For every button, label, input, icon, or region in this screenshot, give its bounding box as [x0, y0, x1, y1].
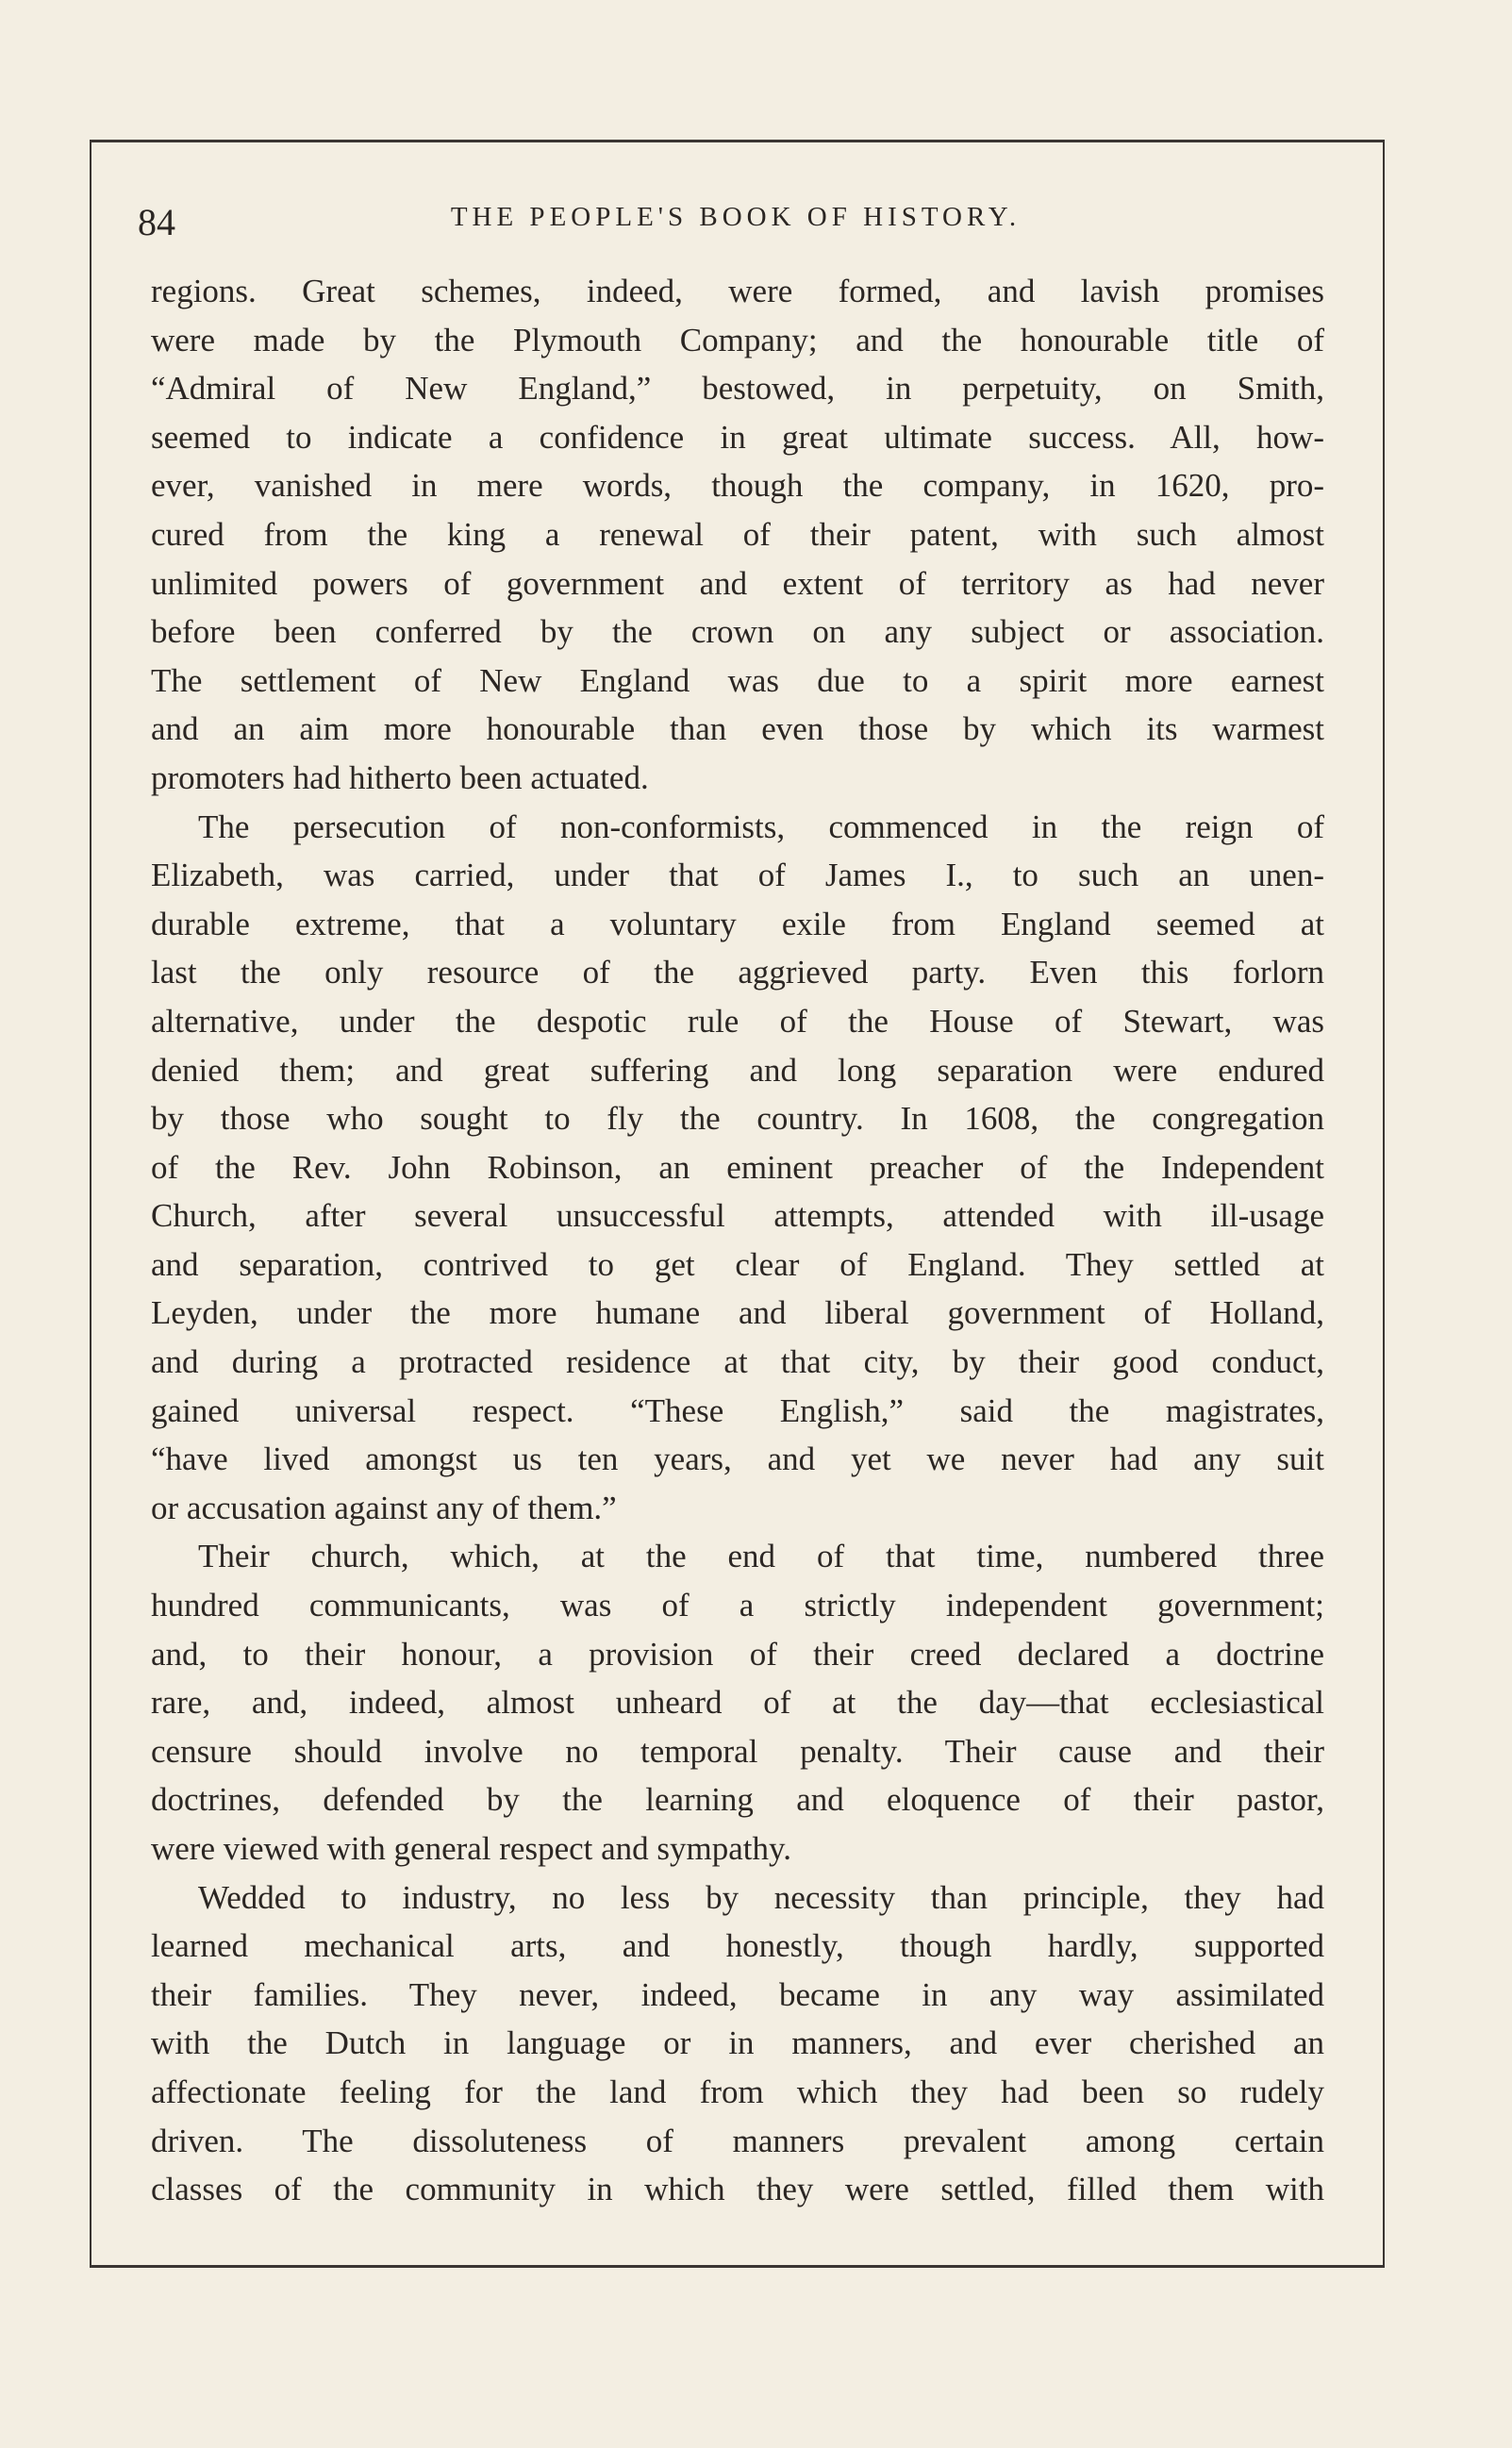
text-line: ever, vanished in mere words, though the company, in 1620, pro- — [151, 467, 1324, 505]
text-line: Elizabeth, was carried, under that of James I., to such an unen- — [151, 857, 1324, 894]
paragraph — [151, 803, 1324, 1533]
paragraph — [151, 1532, 1324, 1873]
text-line: “have lived amongst us ten years, and yet we never had any suit — [151, 1440, 1324, 1478]
text-line: and, to their honour, a provision of their creed declared a doctrine — [151, 1635, 1324, 1673]
text-line: regions. Great schemes, indeed, were formed, and lavish promises — [151, 273, 1324, 309]
text-line: cured from the king a renewal of their patent, with such almost — [151, 515, 1324, 553]
text-line: and separation, contrived to get clear of England. They settled at — [151, 1245, 1324, 1283]
running-header: THE PEOPLE'S BOOK OF HISTORY. — [450, 202, 1022, 232]
text-line: doctrines, defended by the learning and eloquence of their pastor, — [151, 1781, 1324, 1819]
text-line: or accusation against any of them.” — [151, 1489, 617, 1526]
text-line: their families. They never, indeed, became in any way assimilated — [151, 1975, 1324, 2013]
text-line: classes of the community in which they were settled, filled them with — [151, 2171, 1324, 2208]
text-line: Church, after several unsuccessful attempts, attended with ill-usage — [151, 1197, 1324, 1235]
text-line: last the only resource of the aggrieved party. Even this forlorn — [151, 954, 1324, 991]
page-number: 84 — [138, 201, 175, 243]
text-line: Leyden, under the more humane and liberal government of Holland, — [151, 1294, 1324, 1332]
text-line: affectionate feeling for the land from which they had been so rudely — [151, 2073, 1324, 2110]
text-line: with the Dutch in language or in manners, and ever cherished an — [151, 2024, 1324, 2062]
text-line: Their church, which, at the end of that time, numbered three — [198, 1538, 1324, 1575]
text-line: unlimited powers of government and extent of territory as had never — [151, 564, 1324, 602]
text-line: driven. The dissoluteness of manners prevalent among certain — [151, 2122, 1324, 2159]
text-line: and during a protracted residence at that city, by their good conduct, — [151, 1343, 1324, 1381]
text-line: were viewed with general respect and sympathy. — [151, 1830, 791, 1867]
text-line: gained universal respect. “These English,” said the magistrates, — [151, 1391, 1324, 1429]
text-line: before been conferred by the crown on any subject or association. — [151, 613, 1324, 651]
paragraph — [151, 1873, 1324, 2214]
text-line: Wedded to industry, no less by necessity than principle, they had — [198, 1878, 1324, 1916]
text-line: denied them; and great suffering and long separation were endured — [151, 1051, 1324, 1089]
text-line: rare, and, indeed, almost unheard of at the day—that ecclesiastical — [151, 1684, 1324, 1722]
text-line: seemed to indicate a confidence in great ultimate success. All, how- — [151, 418, 1324, 456]
text-line: were made by the Plymouth Company; and the honourable title of — [151, 321, 1324, 358]
body-text — [151, 267, 1324, 2214]
text-line: “Admiral of New England,” bestowed, in perpetuity, on Smith, — [151, 370, 1324, 408]
text-line: learned mechanical arts, and honestly, though hardly, supported — [151, 1927, 1324, 1965]
text-line: The persecution of non-conformists, commenced in the reign of — [198, 808, 1324, 845]
text-line: and an aim more honourable than even those by which its warmest — [151, 710, 1324, 748]
text-line: durable extreme, that a voluntary exile from England seemed at — [151, 905, 1324, 942]
text-line: censure should involve no temporal penalty. Their cause and their — [151, 1732, 1324, 1770]
paragraph — [151, 267, 1324, 803]
text-line: promoters had hitherto been actuated. — [151, 758, 649, 796]
text-line: alternative, under the despotic rule of the House of Stewart, was — [151, 1002, 1324, 1040]
text-line: hundred communicants, was of a strictly independent government; — [151, 1587, 1324, 1624]
text-line: of the Rev. John Robinson, an eminent preacher of the Independent — [151, 1148, 1324, 1186]
text-line: by those who sought to fly the country. In 1608, the congregation — [151, 1100, 1324, 1138]
text-line: The settlement of New England was due to a spirit more earnest — [151, 661, 1324, 699]
